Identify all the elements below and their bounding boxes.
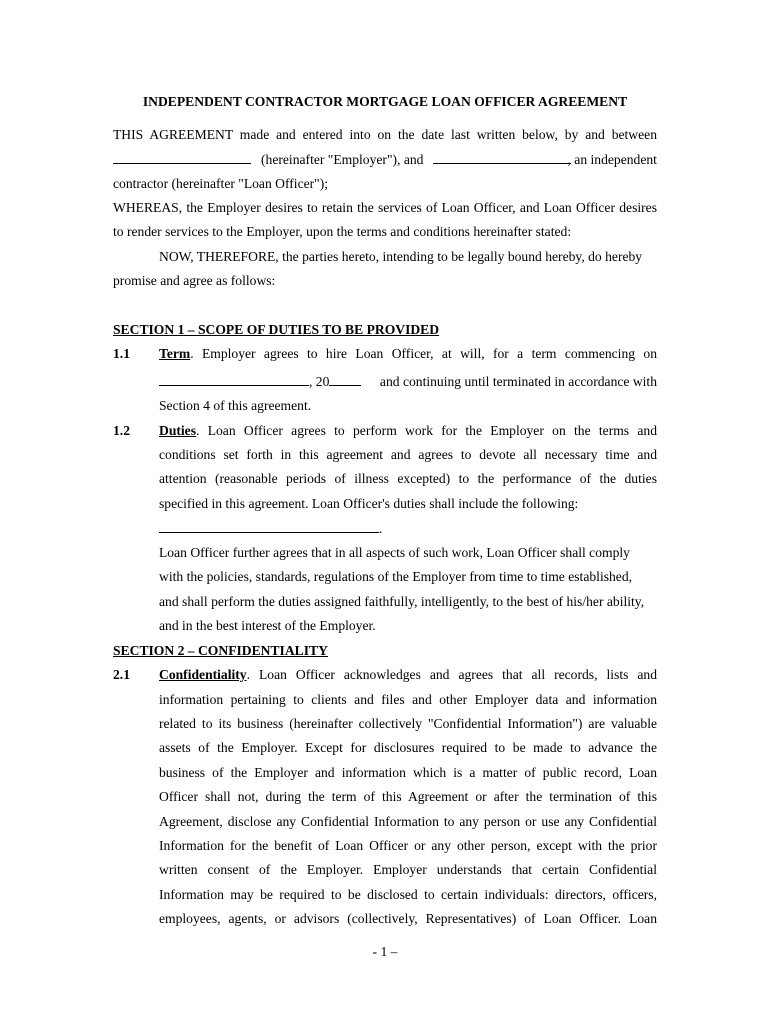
clause-2-1-line-3: related to its business (hereinafter collectively "Confidential Information") are valuable: [159, 716, 657, 731]
clause-2-1-line-11: employees, agents, or advisors (collectively, Representatives) of Loan Officer. Loan: [159, 911, 657, 926]
clause-1-2-line-8: and shall perform the duties assigned faithfully, intelligently, to the best of his/her ability,: [159, 594, 645, 609]
clause-2-1-line-6: Officer shall not, during the term of this Agreement or after the termination of this: [159, 789, 657, 804]
clause-2-1-title: Confidentiality: [159, 667, 247, 682]
clause-1-1-line-2: , 20 and continuing until terminated in accordance with: [159, 373, 657, 390]
clause-1-2-line-9: and in the best interest of the Employer.: [159, 618, 376, 633]
clause-1-1-title: Term: [159, 346, 191, 361]
nowtherefore-line-2: promise and agree as follows:: [113, 273, 276, 288]
clause-1-2-line-3: attention (reasonable periods of illness excepted) to the performance of the duties: [159, 471, 657, 486]
clause-2-1-number: 2.1: [113, 667, 130, 682]
clause-1-1-line-3: Section 4 of this agreement.: [159, 398, 312, 413]
clause-2-1-line-9: written consent of the Employer. Employer understands that certain Confidential: [159, 862, 657, 877]
clause-1-2-line-2: conditions set forth in this agreement and agrees to devote all necessary time and: [159, 447, 657, 462]
employer-name-blank[interactable]: [113, 151, 251, 164]
clause-1-2-line-1: Duties. Loan Officer agrees to perform work for the Employer on the terms and: [159, 423, 657, 438]
duties-blank[interactable]: [159, 520, 379, 533]
loan-officer-name-blank[interactable]: [433, 151, 571, 164]
independent-label: , an independent: [567, 152, 657, 167]
whereas-line-2: to render services to the Employer, upon the terms and conditions hereinafter stated:: [113, 224, 572, 239]
clause-1-2-number: 1.2: [113, 423, 130, 438]
clause-1-2-line-5: .: [159, 520, 382, 537]
clause-2-1-line-4: assets of the Employer. Except for disclosures required to be made to advance the: [159, 740, 657, 755]
employer-label: (hereinafter "Employer"), and: [261, 152, 424, 167]
clause-1-1-line-1: Term. Employer agrees to hire Loan Officer, at will, for a term commencing on: [159, 346, 657, 361]
whereas-line-1: WHEREAS, the Employer desires to retain the services of Loan Officer, and Loan Officer desires: [113, 200, 657, 215]
clause-2-1-line-7: Agreement, disclose any Confidential Information to any person or use any Confidential: [159, 814, 657, 829]
clause-2-1-line-8: Information for the benefit of Loan Officer or any other person, except with the prior: [159, 838, 657, 853]
preamble-line-1: THIS AGREEMENT made and entered into on the date last written below, by and between: [113, 127, 657, 142]
nowtherefore-line-1: NOW, THEREFORE, the parties hereto, intending to be legally bound hereby, do hereby: [159, 249, 643, 264]
page-number: - 1 –: [372, 944, 398, 959]
term-year-blank[interactable]: [329, 373, 361, 386]
clause-1-2-line-6: Loan Officer further agrees that in all aspects of such work, Loan Officer shall comply: [159, 545, 630, 560]
clause-1-1-number: 1.1: [113, 346, 130, 361]
clause-2-1-line-2: information pertaining to clients and files and other Employer data and information: [159, 692, 657, 707]
term-start-date-blank[interactable]: [159, 373, 309, 386]
preamble-line-3: contractor (hereinafter "Loan Officer");: [113, 176, 329, 191]
section-2-heading: SECTION 2 – CONFIDENTIALITY: [113, 643, 328, 658]
preamble-line-2: [113, 151, 657, 168]
section-1-heading: SECTION 1 – SCOPE OF DUTIES TO BE PROVIDED: [113, 322, 440, 337]
clause-2-1-line-1: Confidentiality. Loan Officer acknowledges and agrees that all records, lists and: [159, 667, 657, 682]
clause-1-2-line-4: specified in this agreement. Loan Officer's duties shall include the following:: [159, 496, 579, 511]
clause-1-2-title: Duties: [159, 423, 197, 438]
clause-2-1-line-10: Information may be required to be disclosed to certain individuals: directors, officers,: [159, 887, 657, 902]
agreement-title: INDEPENDENT CONTRACTOR MORTGAGE LOAN OFFICER AGREEMENT: [142, 94, 628, 109]
clause-2-1-line-5: business of the Employer and information which is a matter of public record, Loan: [159, 765, 657, 780]
clause-1-2-line-7: with the policies, standards, regulations of the Employer from time to time established,: [159, 569, 633, 584]
